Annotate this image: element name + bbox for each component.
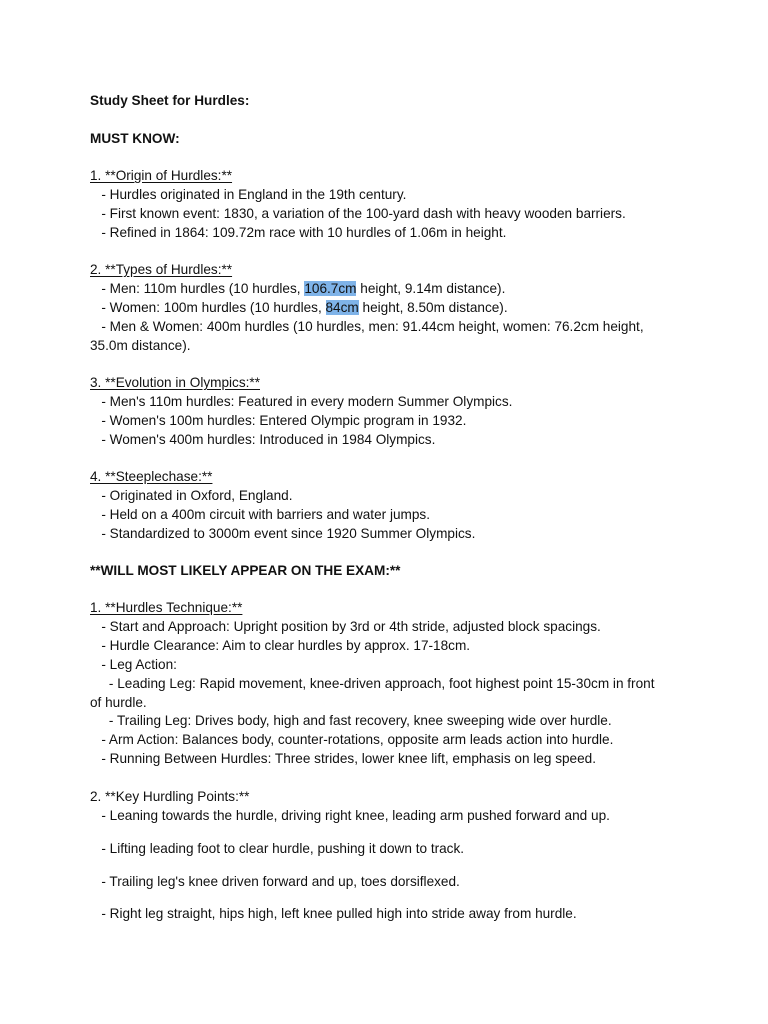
key-point-item: - Leaning towards the hurdle, driving right knee, leading arm pushed forward and up. xyxy=(90,808,610,823)
technique-item: - Start and Approach: Upright position by 3rd or 4th stride, adjusted block spacings. xyxy=(90,619,601,634)
section-technique-heading: 1. **Hurdles Technique:** xyxy=(90,600,243,615)
technique-item: - Leg Action: xyxy=(90,657,177,672)
olympics-item: - Men's 110m hurdles: Featured in every modern Summer Olympics. xyxy=(90,394,513,409)
highlighted-text: 84cm xyxy=(325,300,359,315)
origin-item: - First known event: 1830, a variation of the 100-yard dash with heavy wooden barriers. xyxy=(90,206,626,221)
technique-subitem: - Trailing Leg: Drives body, high and fast recovery, knee sweeping wide over hurdle. xyxy=(90,713,612,728)
technique-subitem-cont: of hurdle. xyxy=(90,695,147,710)
technique-subitem: - Leading Leg: Rapid movement, knee-driven approach, foot highest point 15-30cm in front xyxy=(90,676,655,691)
steeplechase-item: - Standardized to 3000m event since 1920 Summer Olympics. xyxy=(90,526,476,541)
origin-item: - Hurdles originated in England in the 19th century. xyxy=(90,187,407,202)
key-point-item: - Lifting leading foot to clear hurdle, pushing it down to track. xyxy=(90,841,465,856)
section-types xyxy=(90,260,672,279)
section-steeplechase-heading: 4. **Steeplechase:** xyxy=(90,469,213,484)
types-women-text: - Women: 100m hurdles (10 hurdles, xyxy=(90,300,326,315)
technique-item: - Running Between Hurdles: Three strides, lower knee lift, emphasis on leg speed. xyxy=(90,751,597,766)
origin-item: - Refined in 1864: 109.72m race with 10 hurdles of 1.06m in height. xyxy=(90,225,507,240)
steeplechase-item: - Held on a 400m circuit with barriers and water jumps. xyxy=(90,507,430,522)
olympics-item: - Women's 100m hurdles: Entered Olympic program in 1932. xyxy=(90,413,467,428)
section-key-points-heading: 2. **Key Hurdling Points:** xyxy=(90,789,250,804)
exam-heading: **WILL MOST LIKELY APPEAR ON THE EXAM:** xyxy=(90,563,401,578)
types-item-men xyxy=(90,279,672,298)
document-title: Study Sheet for Hurdles: xyxy=(90,93,250,108)
types-item-400m-cont: 35.0m distance). xyxy=(90,338,191,353)
olympics-item: - Women's 400m hurdles: Introduced in 1984 Olympics. xyxy=(90,432,436,447)
section-types-heading: 2. **Types of Hurdles:** xyxy=(90,262,233,277)
technique-item: - Arm Action: Balances body, counter-rotations, opposite arm leads action into hurdle. xyxy=(90,732,614,747)
section-olympics xyxy=(90,373,672,392)
types-item-400m: - Men & Women: 400m hurdles (10 hurdles, men: 91.44cm height, women: 76.2cm height, xyxy=(90,319,644,334)
steeplechase-item: - Originated in Oxford, England. xyxy=(90,488,293,503)
key-point-item: - Trailing leg's knee driven forward and up, toes dorsiflexed. xyxy=(90,874,460,889)
technique-item: - Hurdle Clearance: Aim to clear hurdles by approx. 17-18cm. xyxy=(90,638,471,653)
section-origin xyxy=(90,166,672,185)
highlighted-text: 106.7cm xyxy=(304,281,357,296)
section-olympics-heading: 3. **Evolution in Olympics:** xyxy=(90,375,260,390)
must-know-heading: MUST KNOW: xyxy=(90,131,180,146)
section-technique xyxy=(90,598,672,617)
key-point-item: - Right leg straight, hips high, left knee pulled high into stride away from hurdle. xyxy=(90,906,577,921)
types-men-text: height, 9.14m distance). xyxy=(356,281,506,296)
types-item-women xyxy=(90,298,672,317)
section-steeplechase xyxy=(90,467,672,486)
types-men-text: - Men: 110m hurdles (10 hurdles, xyxy=(90,281,305,296)
section-origin-heading: 1. **Origin of Hurdles:** xyxy=(90,168,233,183)
types-women-text: height, 8.50m distance). xyxy=(358,300,508,315)
